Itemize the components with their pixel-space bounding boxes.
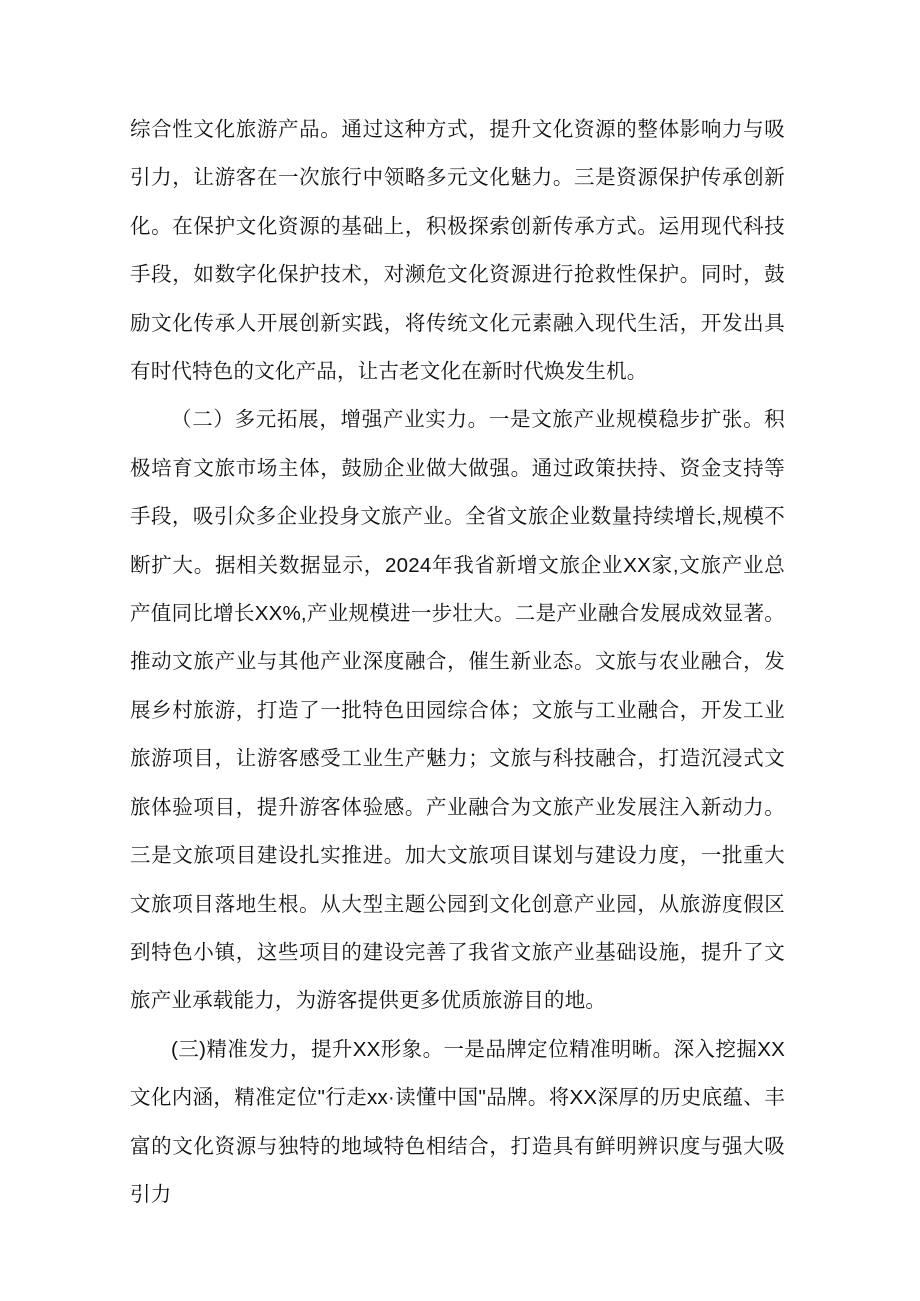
paragraph-section-2: （二）多元拓展，增强产业实力。一是文旅产业规模稳步扩张。积极培育文旅市场主体，鼓励企业做大做强。通过政策扶持、资金支持等手段，吸引众多企业投身文旅产业。全省文旅企业数量持续增长,规模不断扩大。据相关数据显示，2024年我省新增文旅企业XX家,文旅产业总产值同比增长XX%,产业规模进一步壮大。二是产业融合发展成效显著。推动文旅产业与其他产业深度融合，催生新业态。文旅与农业融合，发展乡村旅游，打造了一批特色田园综合体；文旅与工业融合，开发工业旅游项目，让游客感受工业生产魅力；文旅与科技融合，打造沉浸式文旅体验项目，提升游客体验感。产业融合为文旅产业发展注入新动力。三是文旅项目建设扎实推进。加大文旅项目谋划与建设力度，一批重大文旅项目落地生根。从大型主题公园到文化创意产业园，从旅游度假区到特色小镇，这些项目的建设完善了我省文旅产业基础设施，提升了文旅产业承载能力，为游客提供更多优质旅游目的地。 — [130, 408, 785, 1013]
document-body — [130, 106, 785, 1219]
paragraph-continuation: 综合性文化旅游产品。通过这种方式，提升文化资源的整体影响力与吸引力，让游客在一次旅行中领略多元文化魅力。三是资源保护传承创新化。在保护文化资源的基础上，积极探索创新传承方式。运用现代科技手段，如数字化保护技术，对濒危文化资源进行抢救性保护。同时，鼓励文化传承人开展创新实践，将传统文化元素融入现代生活，开发出具有时代特色的文化产品，让古老文化在新时代焕发生机。 — [130, 118, 785, 384]
paragraph-section-3: (三)精准发力，提升XX形象。一是品牌定位精准明晰。深入挖掘XX文化内涵，精准定位"行走xx·读懂中国"品牌。将XX深厚的历史底蕴、丰富的文化资源与独特的地域特色相结合，打造具有鲜明辨识度与强大吸引力 — [130, 1037, 785, 1206]
